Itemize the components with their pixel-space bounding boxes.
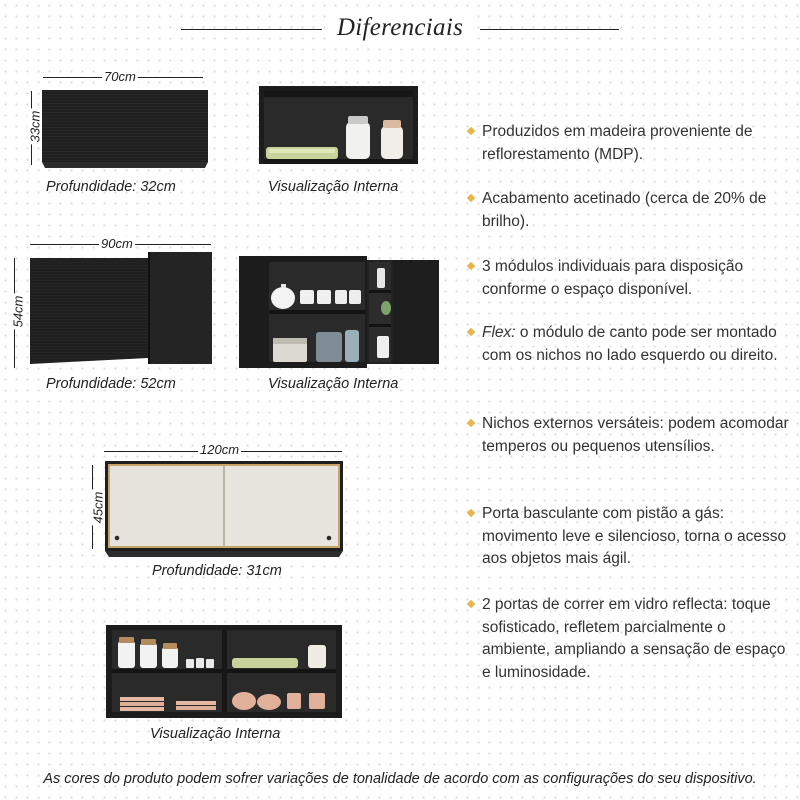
feature-text: 3 módulos individuais para disposição conforme o espaço disponível. [482,258,744,298]
width-label: 70cm [104,69,136,84]
feature-item [470,188,790,233]
cabinet-small-front [42,90,208,168]
depth-label-large: Profundidade: 31cm [152,563,282,579]
feature-item [470,256,790,301]
feature-text [470,322,790,367]
feature-item [470,322,790,367]
page-title: Diferenciais [0,14,800,42]
feature-text: Nichos externos versáteis: podem acomodar temperos ou pequenos utensílios. [482,415,789,455]
feature-item [470,121,790,166]
interior-caption-large: Visualização Interna [150,726,281,742]
feature-item [470,413,790,458]
width-label-corner: 90cm [101,236,133,251]
cabinet-corner-front [30,252,214,364]
height-label-large: 45cm [90,491,106,524]
height-label-corner: 54cm [10,295,26,328]
interior-caption-corner: Visualização Interna [268,376,399,392]
feature-text-body: o módulo de canto pode ser montado com os nichos no lado esquerdo ou direito. [482,324,778,364]
depth-label-small: Profundidade: 32cm [46,179,176,195]
height-label: 33cm [27,110,43,143]
depth-label-corner: Profundidade: 52cm [46,376,176,392]
feature-text: Produzidos em madeira proveniente de reflorestamento (MDP). [482,123,753,163]
feature-text: Acabamento acetinado (cerca de 20% de brilho). [482,190,767,230]
feature-text: Porta basculante com pistão a gás: movimento leve e silencioso, torna o acesso aos objetos mais ágil. [482,505,787,567]
cabinet-small-interior [259,86,418,164]
feature-prefix: Flex: [482,324,516,341]
cabinet-large-front [105,461,343,557]
cabinet-large-interior [106,625,342,718]
width-label-large: 120cm [200,442,240,457]
feature-item [470,503,790,571]
color-disclaimer: As cores do produto podem sofrer variações de tonalidade de acordo com as configurações do seu dispositivo. [43,771,757,787]
cabinet-corner-interior [239,256,440,368]
feature-text: 2 portas de correr em vidro reflecta: toque sofisticado, refletem parcialmente o ambiente, ampliando a sensação de espaço e luminosidade. [482,596,786,681]
interior-caption-small: Visualização Interna [268,179,399,195]
feature-item [470,594,790,684]
